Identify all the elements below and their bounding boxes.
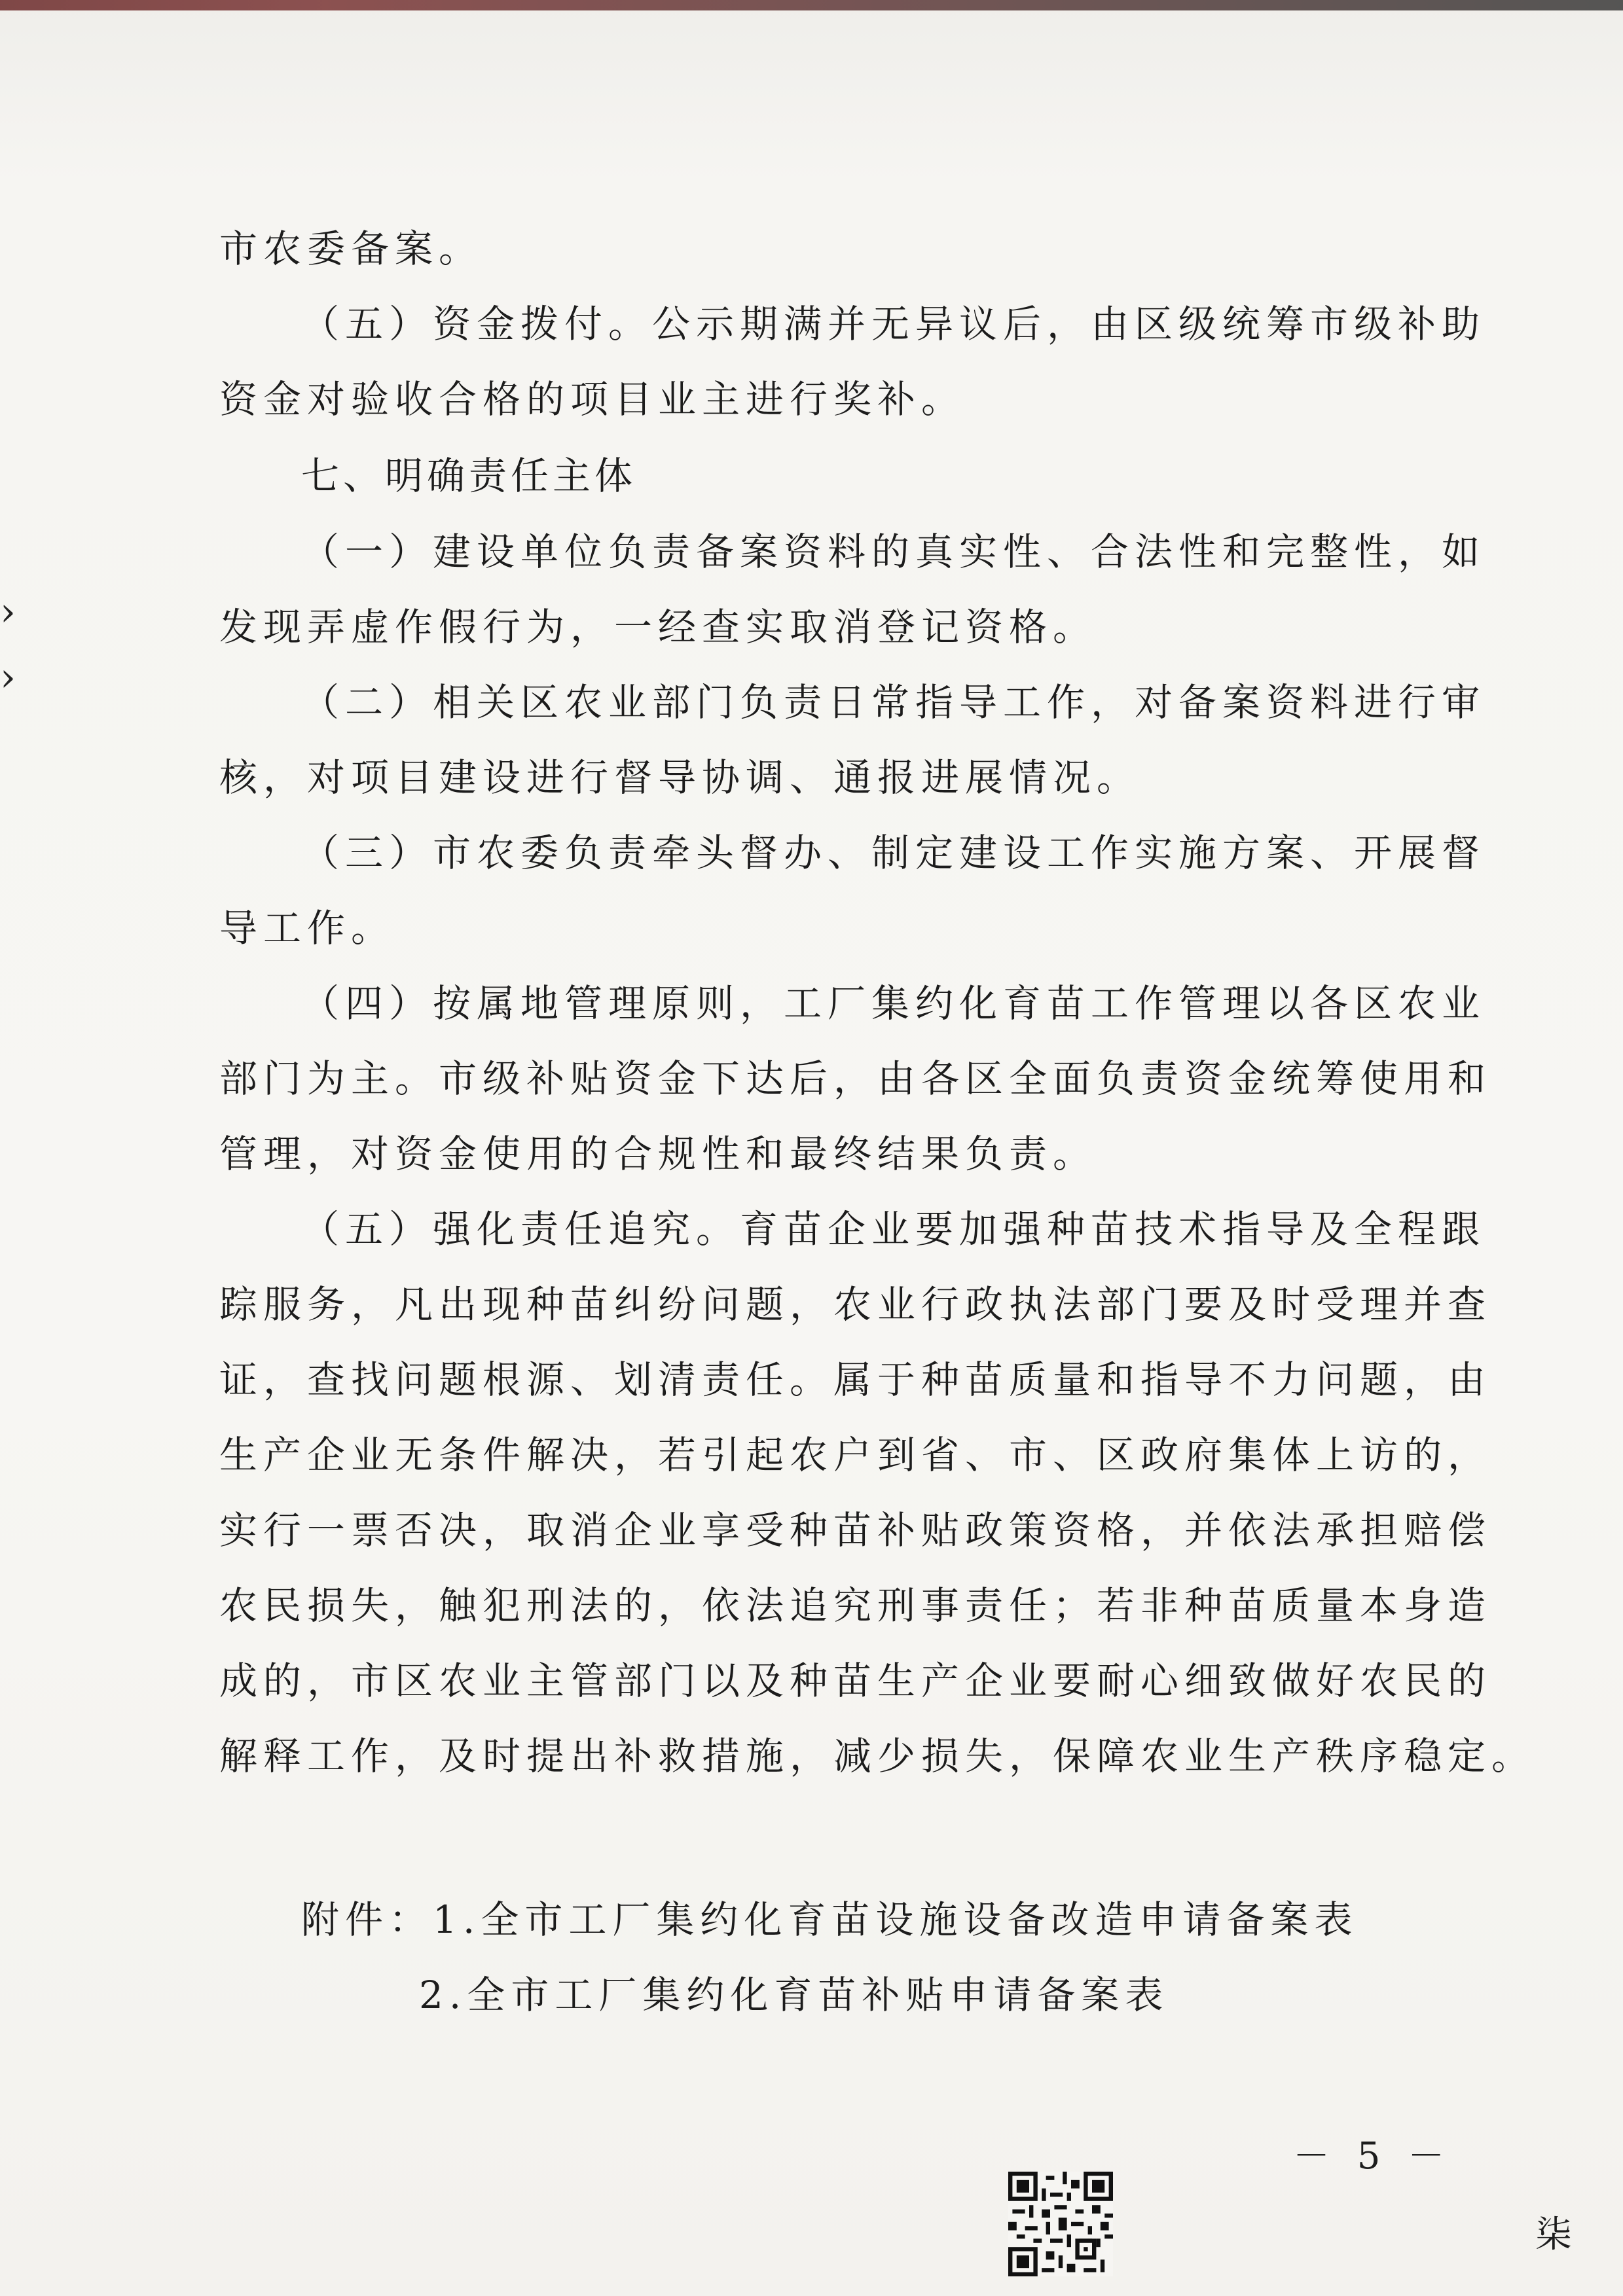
- binding-mark-icon: ›: [0, 655, 16, 700]
- text-line: （五）资金拨付。公示期满并无异议后，由区级统筹市级补助: [301, 302, 1486, 346]
- attachment-line: 附件：1.全市工厂集约化育苗设施设备改造申请备案表: [301, 1897, 1359, 1942]
- scan-top-edge: [0, 0, 1623, 10]
- text-line: 管理，对资金使用的合规性和最终结果负责。: [219, 1132, 1097, 1176]
- text-line: （四）按属地管理原则，工厂集约化育苗工作管理以各区农业: [301, 981, 1486, 1026]
- text-line: 证，查找问题根源、划清责任。属于种苗质量和指导不力问题，由: [219, 1357, 1492, 1402]
- section-heading: 七、明确责任主体: [301, 454, 637, 498]
- text-line: 踪服务，凡出现种苗纠纷问题，农业行政执法部门要及时受理并查: [219, 1282, 1492, 1327]
- page-number: － 5 －: [1293, 2135, 1453, 2178]
- attachment-line: 2.全市工厂集约化育苗补贴申请备案表: [419, 1973, 1169, 2017]
- text-line: 核，对项目建设进行督导协调、通报进展情况。: [219, 755, 1141, 800]
- text-line: 部门为主。市级补贴资金下达后，由各区全面负责资金统筹使用和: [219, 1056, 1492, 1101]
- corner-mark: 柒: [1535, 2214, 1572, 2256]
- text-line: 导工作。: [219, 906, 395, 950]
- text-line: （二）相关区农业部门负责日常指导工作，对备案资料进行审: [301, 680, 1486, 725]
- text-line: 解释工作，及时提出补救措施，减少损失，保障农业生产秩序稳定。: [219, 1734, 1536, 1778]
- qr-code-icon: [1008, 2172, 1113, 2276]
- text-line: （一）建设单位负责备案资料的真实性、合法性和完整性，如: [301, 529, 1486, 574]
- text-line: 成的，市区农业主管部门以及种苗生产企业要耐心细致做好农民的: [219, 1659, 1492, 1703]
- text-line: 资金对验收合格的项目业主进行奖补。: [219, 377, 966, 422]
- text-line: 市农委备案。: [219, 226, 483, 271]
- text-line: 生产企业无条件解决，若引起农户到省、市、区政府集体上访的，: [219, 1433, 1492, 1477]
- text-line: （三）市农委负责牵头督办、制定建设工作实施方案、开展督: [301, 831, 1486, 875]
- text-line: 发现弄虚作假行为，一经查实取消登记资格。: [219, 605, 1097, 649]
- text-line: （五）强化责任追究。育苗企业要加强种苗技术指导及全程跟: [301, 1207, 1486, 1251]
- text-line: 实行一票否决，取消企业享受种苗补贴政策资格，并依法承担赔偿: [219, 1508, 1492, 1552]
- text-line: 农民损失，触犯刑法的，依法追究刑事责任；若非种苗质量本身造: [219, 1583, 1492, 1628]
- binding-mark-icon: ›: [0, 589, 16, 635]
